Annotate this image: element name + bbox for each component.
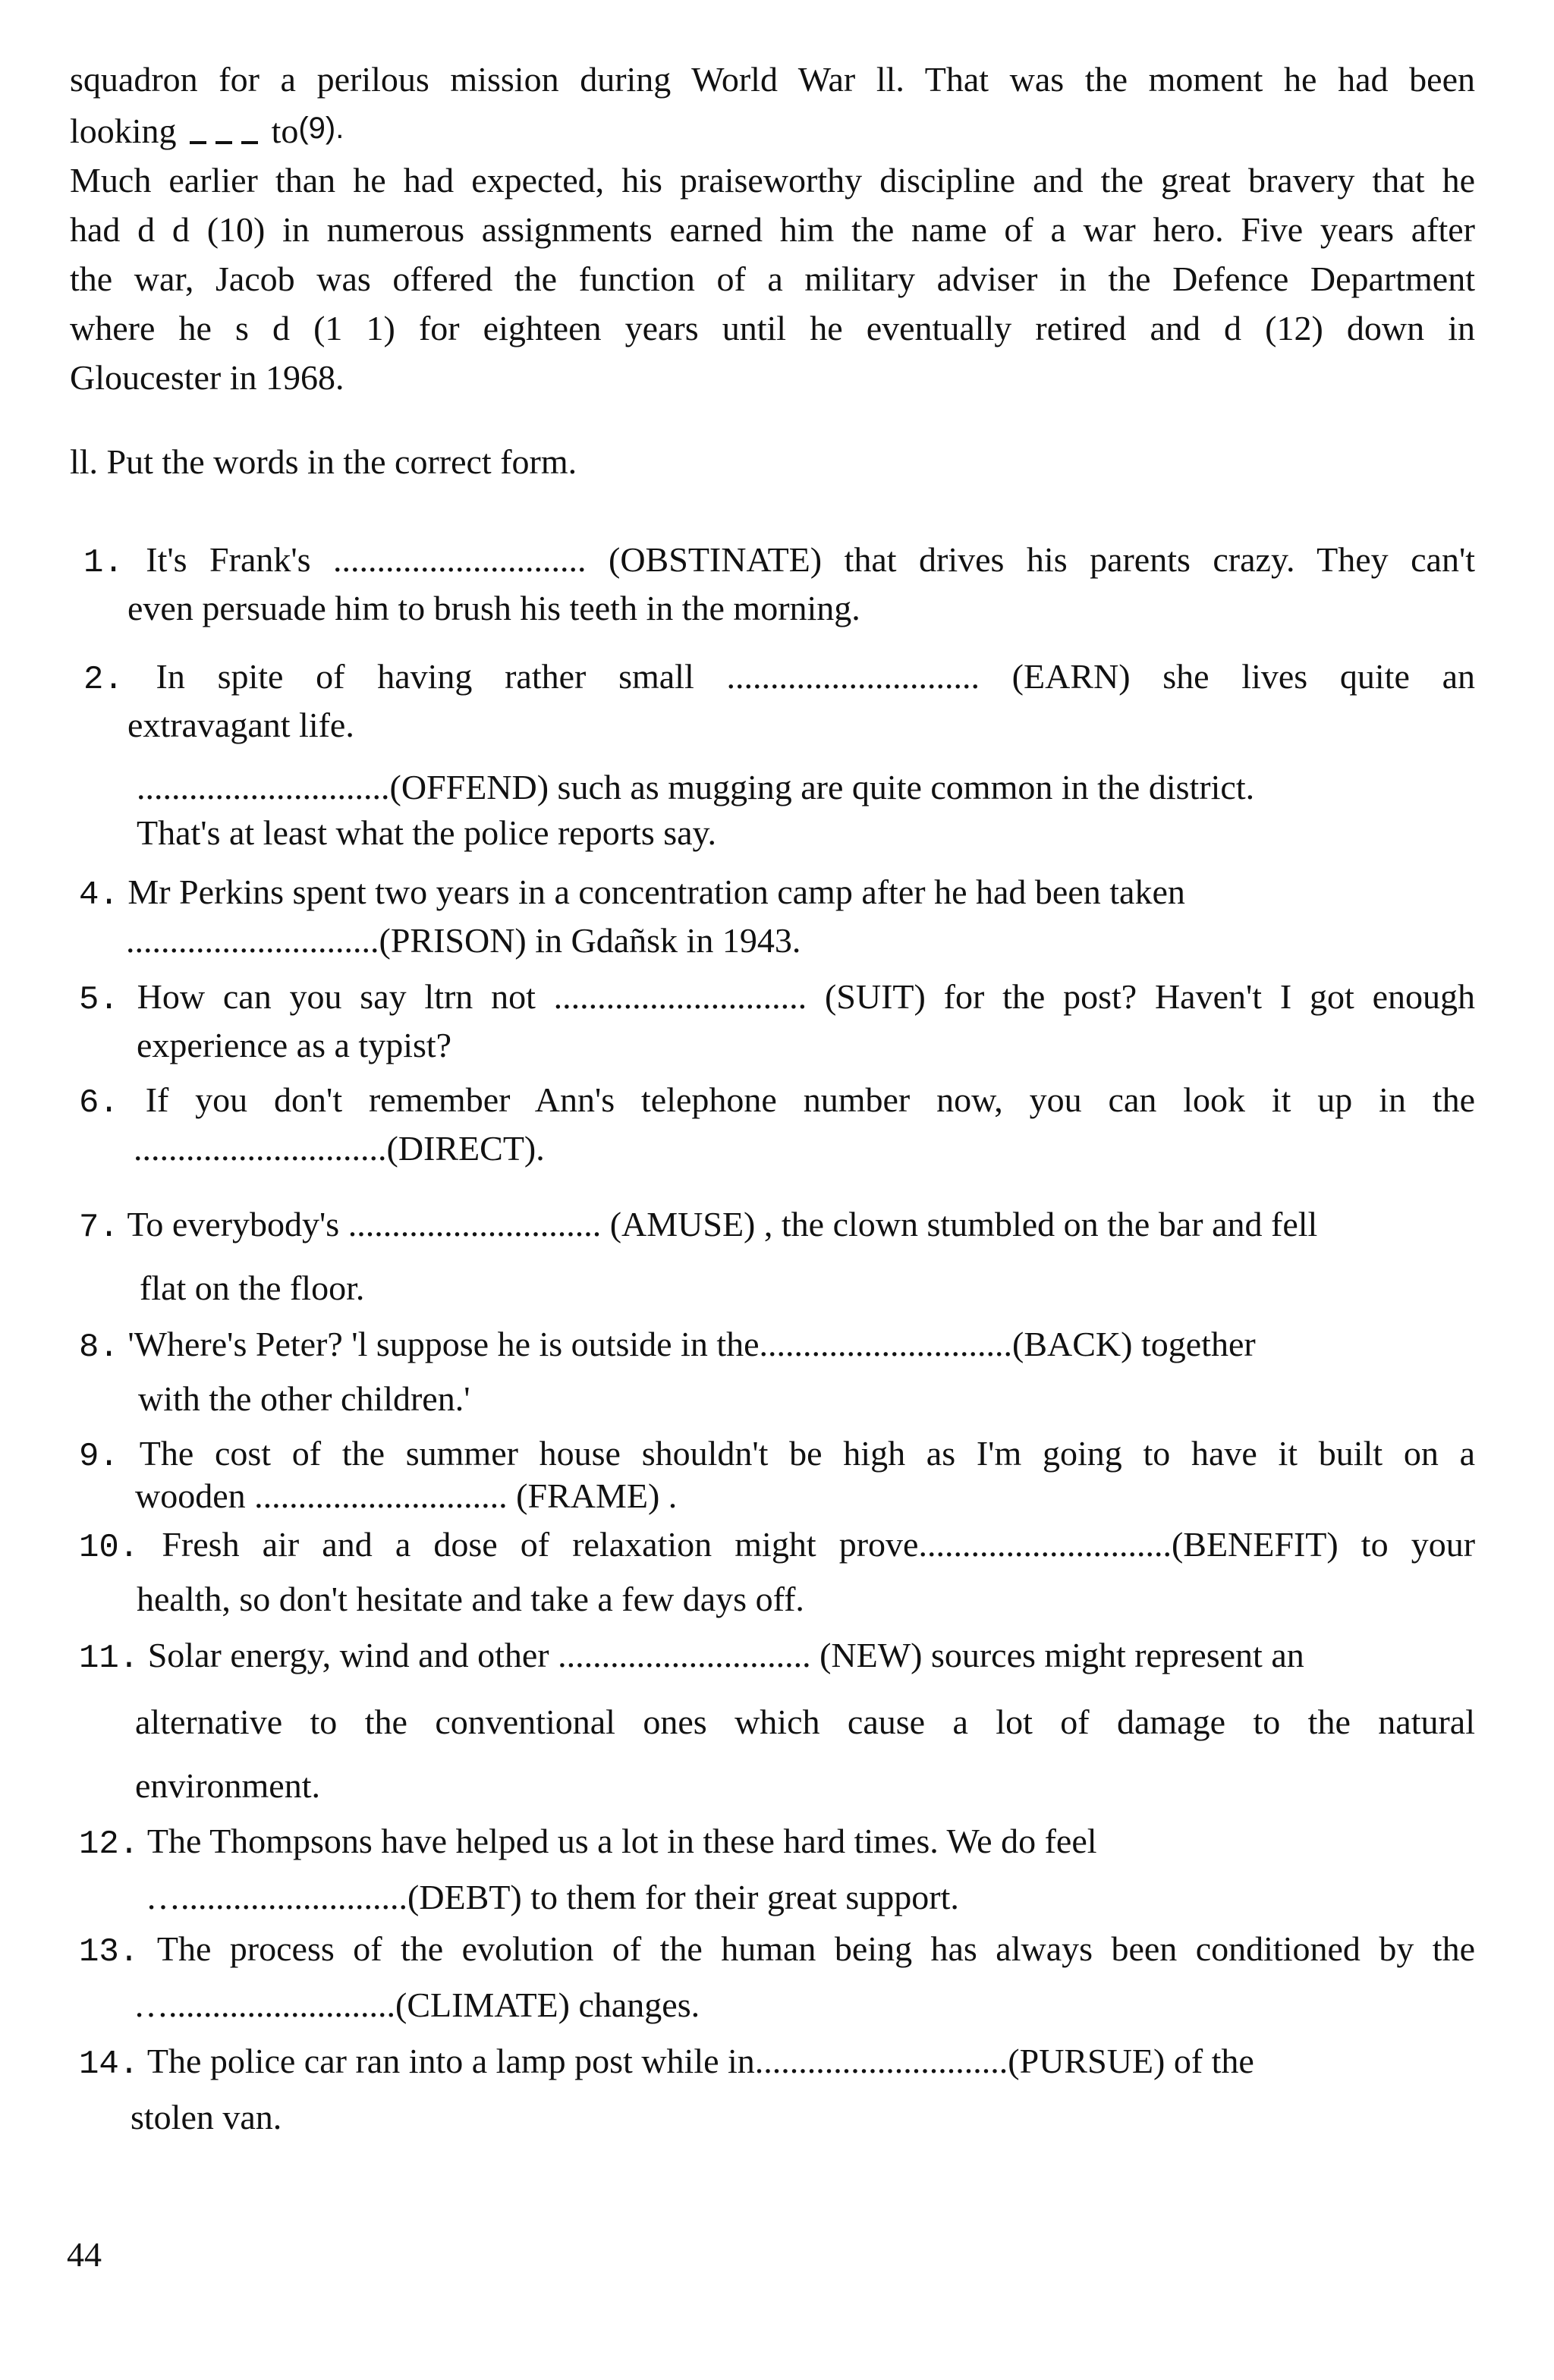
item-line (79, 1434, 1475, 1476)
item-text: The process of the evolution of the human being has always been conditioned by the (156, 1929, 1475, 1968)
item-text: If you don't remember Ann's telephone number now, you can look it up in the (145, 1080, 1475, 1119)
exercise-item (79, 1194, 1475, 1319)
item-line (83, 654, 1475, 703)
item-text: Mr Perkins spent two years in a concentration camp after he had been taken (127, 872, 1185, 911)
item-line: flat on the floor. (140, 1269, 365, 1307)
gap-marker: (9). (298, 112, 344, 145)
item-line: …..........................(DEBT) to them for their great support. (146, 1878, 959, 1916)
item-line (79, 1923, 1475, 1979)
item-line (79, 869, 1475, 918)
blank-dash (241, 141, 258, 144)
item-number: 13. (79, 1933, 140, 1971)
passage-line: the war, Jacob was offered the function of a military adviser in the Defence Department (70, 259, 1475, 298)
passage-text: looking (70, 112, 177, 150)
item-number: 6. (79, 1084, 119, 1122)
exercise-item (137, 765, 1475, 856)
item-number: 11. (79, 1640, 140, 1677)
exercise-item (79, 869, 1475, 964)
page-number: 44 (67, 2235, 102, 2274)
passage-paragraph (70, 55, 1475, 402)
passage-line (70, 104, 1475, 156)
exercise-item (79, 1077, 1475, 1171)
blank-dash (190, 141, 206, 144)
item-line (83, 537, 1475, 586)
item-line (79, 1624, 1475, 1690)
passage-line: had d d (10) in numerous assignments earned him the name of a war hero. Five years after (70, 210, 1475, 249)
section-heading: ll. Put the words in the correct form. (70, 442, 577, 481)
item-text: The Thompsons have helped us a lot in these hard times. We do feel (146, 1822, 1097, 1860)
item-text: The cost of the summer house shouldn't be high as I'm going to have it built on a (139, 1434, 1476, 1473)
item-line: extravagant life. (127, 706, 354, 744)
item-line (79, 1519, 1475, 1574)
exercise-item (79, 1319, 1475, 1425)
item-line: .............................(DIRECT). (134, 1129, 545, 1168)
item-text: To everybody's ............................. (AMUSE) , the clown stumbled on the bar and fell (127, 1205, 1318, 1243)
item-line (79, 1319, 1475, 1373)
item-number: 4. (79, 876, 119, 914)
passage-line: where he s d (1 1) for eighteen years until he eventually retired and d (12) down in (70, 309, 1475, 347)
item-line (79, 1077, 1475, 1126)
item-number: 14. (79, 2045, 140, 2083)
item-number: 8. (79, 1328, 119, 1366)
item-text: How can you say ltrn not ............................. (SUIT) for the post? Haven't I got enough (137, 977, 1476, 1016)
passage-line: squadron for a perilous mission during World War ll. That was the moment he had been (70, 60, 1475, 99)
passage-line: Much earlier than he had expected, his praiseworthy discipline and the great bravery that he (70, 161, 1475, 200)
item-line: even persuade him to brush his teeth in the morning. (127, 589, 860, 627)
exercise-item (79, 974, 1475, 1068)
item-text: It's Frank's ............................. (OBSTINATE) that drives his parents crazy. They can't (146, 540, 1476, 579)
exercise-item (79, 1434, 1475, 1516)
item-text: 'Where's Peter? 'l suppose he is outside in the.............................(BACK) together (127, 1325, 1256, 1363)
item-line: .............................(OFFEND) such as mugging are quite common in the district. (137, 768, 1255, 806)
item-line: That's at least what the police reports say. (137, 813, 717, 852)
item-number: 12. (79, 1825, 140, 1863)
item-text: Fresh air and a dose of relaxation might prove.............................(BENEFIT) to your (162, 1525, 1476, 1564)
exercise-item (79, 1519, 1475, 1625)
item-text: Solar energy, wind and other ............................. (NEW) sources might represent an (147, 1636, 1304, 1674)
item-line (79, 1194, 1475, 1258)
item-line: experience as a typist? (137, 1026, 452, 1064)
exercise-item (83, 654, 1475, 748)
item-line (79, 1815, 1475, 1871)
item-line: with the other children.' (138, 1379, 470, 1418)
item-number: 5. (79, 981, 119, 1019)
item-text: In spite of having rather small ............................. (EARN) she lives quite an (156, 657, 1475, 696)
passage-text: to (271, 112, 299, 150)
item-line (79, 974, 1475, 1023)
exercise-item (83, 537, 1475, 631)
exercise-item (79, 1923, 1475, 2032)
item-line: .............................(PRISON) in Gdañsk in 1943. (126, 921, 801, 960)
item-line: environment. (135, 1766, 320, 1805)
item-line (79, 2035, 1475, 2091)
blank-dash (215, 141, 232, 144)
item-line: stolen van. (131, 2098, 282, 2136)
item-number: 7. (79, 1209, 119, 1247)
exercise-item (79, 1624, 1475, 1818)
item-line: alternative to the conventional ones which cause a lot of damage to the natural (135, 1702, 1475, 1741)
item-number: 10. (79, 1529, 140, 1567)
exercise-item (79, 2035, 1475, 2144)
item-number: 1. (83, 544, 124, 582)
item-number: 9. (79, 1438, 119, 1476)
item-line: …..........................(CLIMATE) changes. (134, 1985, 700, 2024)
exercise-item (79, 1815, 1475, 1924)
passage-line: Gloucester in 1968. (70, 358, 344, 397)
item-number: 2. (83, 661, 124, 699)
item-line: health, so don't hesitate and take a few days off. (137, 1580, 804, 1618)
item-text: The police car ran into a lamp post while in.............................(PURSUE) of the (146, 2042, 1254, 2080)
item-line: wooden ............................. (FRAME) . (135, 1476, 678, 1515)
